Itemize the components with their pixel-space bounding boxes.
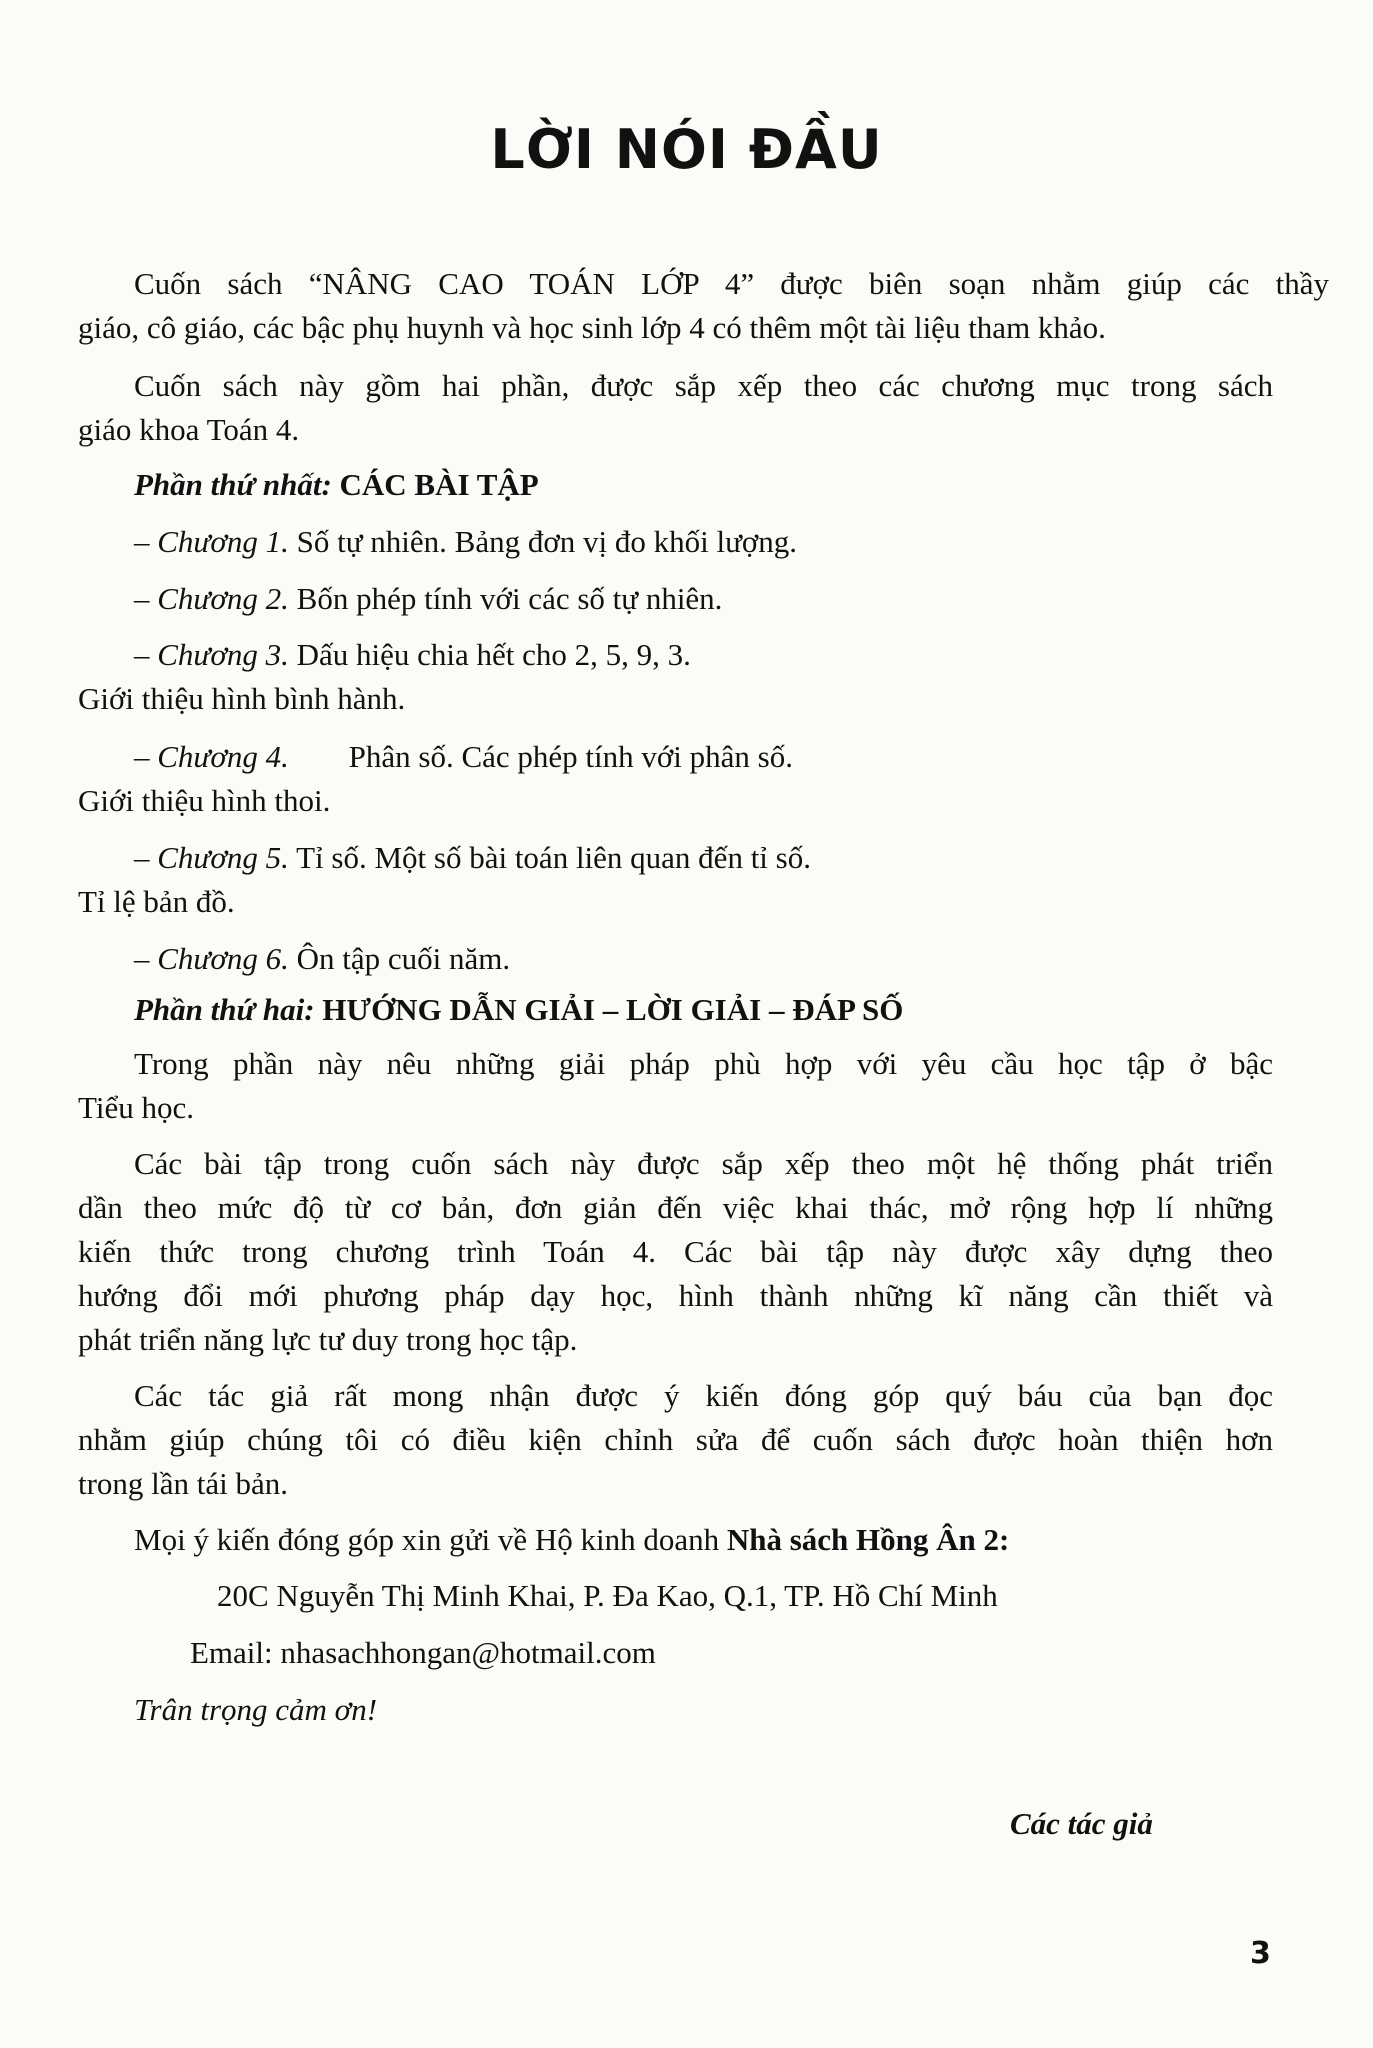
body-line: phát triển năng lực tư duy trong học tập. [78,1322,578,1357]
chapter-line [134,937,1334,981]
page-title: LỜI NÓI ĐẦU [490,118,883,181]
intro-line: Cuốn sách này gồm hai phần, được sắp xếp theo các chương mục trong sách [134,368,1273,403]
chapter-label: – Chương 3. [134,637,289,672]
chapter-continuation: Giới thiệu hình thoi. [78,783,331,818]
body-line: Tiểu học. [78,1090,194,1125]
contact-address: 20C Nguyễn Thị Minh Khai, P. Đa Kao, Q.1, TP. Hồ Chí Minh [217,1578,998,1613]
chapter-label: – Chương 2. [134,581,289,616]
intro-line: Cuốn sách “NÂNG CAO TOÁN LỚP 4” được biên soạn nhằm giúp các thầy [134,266,1329,301]
chapter-text: Bốn phép tính với các số tự nhiên. [296,581,723,616]
body-line: dần theo mức độ từ cơ bản, đơn giản đến việc khai thác, mở rộng hợp lí những [78,1190,1273,1225]
chapter-text: Dấu hiệu chia hết cho 2, 5, 9, 3. [296,637,691,672]
chapter-line [134,633,1334,677]
body-line: Các bài tập trong cuốn sách này được sắp xếp theo một hệ thống phát triển [134,1146,1273,1181]
chapter-line [134,836,1334,880]
intro-line: giáo, cô giáo, các bậc phụ huynh và học sinh lớp 4 có thêm một tài liệu tham khảo. [78,310,1106,345]
body-line: hướng đổi mới phương pháp dạy học, hình thành những kĩ năng cần thiết và [78,1278,1273,1313]
chapter-label: – Chương 5. [134,840,289,875]
body-line: Trong phần này nêu những giải pháp phù hợp với yêu cầu học tập ở bậc [134,1046,1273,1081]
chapter-text: Phân số. Các phép tính với phân số. [348,739,793,774]
chapter-continuation: Giới thiệu hình bình hành. [78,681,406,716]
body-line: trong lần tái bản. [78,1466,289,1501]
signature: Các tác giả [1010,1806,1153,1841]
chapter-text: Ôn tập cuối năm. [296,941,511,976]
chapter-line [134,735,1334,779]
part2-label: Phần thứ hai: [134,992,315,1027]
part1-label: Phần thứ nhất: [134,467,332,502]
page-number: 3 [1250,1936,1271,1971]
chapter-continuation: Tỉ lệ bản đồ. [78,884,235,919]
part2-title: HƯỚNG DẪN GIẢI – LỜI GIẢI – ĐÁP SỐ [322,992,904,1027]
thanks-line: Trân trọng cảm ơn! [134,1692,378,1727]
intro-line: giáo khoa Toán 4. [78,412,300,447]
part1-title: CÁC BÀI TẬP [339,467,539,502]
publisher-name: Nhà sách Hồng Ân 2: [726,1522,1010,1557]
chapter-text: Số tự nhiên. Bảng đơn vị đo khối lượng. [296,524,798,559]
chapter-label: – Chương 6. [134,941,289,976]
body-line: Các tác giả rất mong nhận được ý kiến đóng góp quý báu của bạn đọc [134,1378,1273,1413]
contact-line [134,1518,1334,1562]
part1-heading [134,463,1334,507]
contact-intro: Mọi ý kiến đóng góp xin gửi về Hộ kinh doanh [134,1522,720,1557]
body-line: kiến thức trong chương trình Toán 4. Các bài tập này được xây dựng theo [78,1234,1273,1269]
chapter-line [134,520,1334,564]
chapter-line [134,577,1334,621]
part2-heading [134,988,1334,1032]
chapter-label: – Chương 1. [134,524,289,559]
body-line: nhằm giúp chúng tôi có điều kiện chỉnh sửa để cuốn sách được hoàn thiện hơn [78,1422,1273,1457]
chapter-label: – Chương 4. [134,739,289,774]
chapter-text: Tỉ số. Một số bài toán liên quan đến tỉ số. [296,840,811,875]
contact-email: Email: nhasachhongan@hotmail.com [190,1635,656,1670]
